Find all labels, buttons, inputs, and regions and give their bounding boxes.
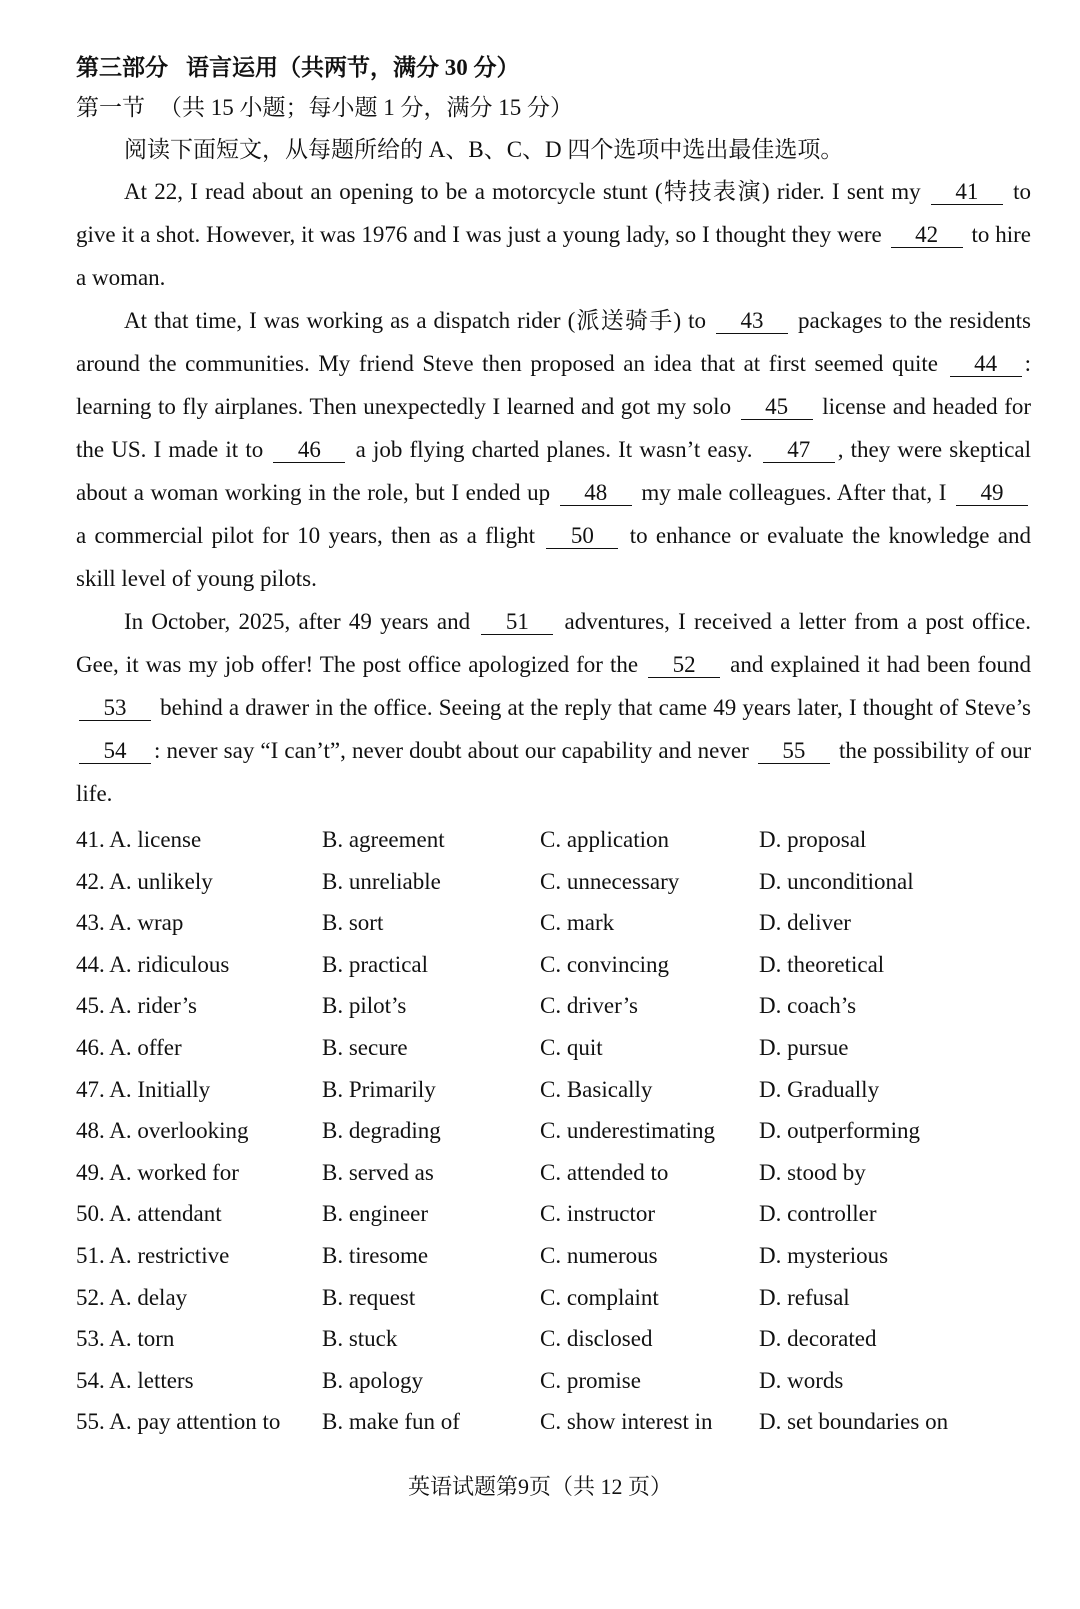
question-row-44 — [76, 944, 1031, 986]
option-d: D. proposal — [759, 827, 867, 852]
option-b: B. unreliable — [322, 868, 441, 894]
option-a — [76, 1401, 322, 1443]
blank-41: 41 — [931, 180, 1003, 205]
blank-54: 54 — [79, 739, 151, 764]
option-a-text: A. unlikely — [109, 868, 213, 894]
blank-46: 46 — [273, 438, 345, 463]
question-row-45 — [76, 985, 1031, 1027]
option-d: D. decorated — [759, 1326, 877, 1352]
option-a-text: A. letters — [109, 1367, 194, 1393]
option-a-text: A. restrictive — [109, 1242, 230, 1268]
option-d: D. unconditional — [759, 868, 914, 894]
option-b: B. Primarily — [322, 1076, 436, 1102]
option-c: C. complaint — [540, 1284, 659, 1310]
passage-text: In October, 2025, after 49 years and — [124, 609, 471, 634]
question-number: 43. — [76, 910, 105, 936]
question-number: 46. — [76, 1034, 105, 1060]
option-a — [76, 1027, 322, 1069]
option-a — [76, 944, 322, 986]
option-d: D. pursue — [759, 1034, 849, 1060]
option-c: C. convincing — [540, 951, 670, 977]
blank-49: 49 — [956, 481, 1028, 506]
question-number: 47. — [76, 1076, 105, 1102]
option-d: D. outperforming — [759, 1118, 920, 1144]
question-number: 44. — [76, 951, 105, 977]
passage-text: : never say “I can’t”, never doubt about our capability and never — [154, 738, 749, 763]
option-b: B. tiresome — [322, 1242, 429, 1268]
option-a — [76, 1152, 322, 1194]
cloze-passage — [76, 170, 1031, 815]
question-row-55 — [76, 1401, 1031, 1443]
option-c: C. driver’s — [540, 993, 638, 1019]
option-a — [76, 1277, 322, 1319]
question-row-42 — [76, 861, 1031, 903]
question-row-54 — [76, 1360, 1031, 1402]
question-row-51 — [76, 1235, 1031, 1277]
blank-51: 51 — [481, 610, 553, 635]
question-number: 42. — [76, 868, 105, 894]
option-a — [76, 861, 322, 903]
option-d: D. coach’s — [759, 993, 857, 1019]
option-a — [76, 819, 322, 861]
option-a — [76, 1235, 322, 1277]
option-d: D. words — [759, 1367, 844, 1393]
option-c: C. Basically — [540, 1076, 653, 1102]
sub-title-part: 第一节 — [76, 95, 145, 120]
question-number: 41. — [76, 827, 105, 852]
option-a-text: A. offer — [109, 1034, 182, 1060]
question-row-50 — [76, 1193, 1031, 1235]
option-b: B. practical — [322, 951, 429, 977]
option-a — [76, 1110, 322, 1152]
option-a — [76, 1069, 322, 1111]
option-b: B. stuck — [322, 1326, 398, 1352]
blank-52: 52 — [648, 653, 720, 678]
option-a-text: A. Initially — [109, 1076, 211, 1102]
question-row-52 — [76, 1277, 1031, 1319]
option-a-text: A. rider’s — [109, 993, 197, 1019]
blank-53: 53 — [79, 696, 151, 721]
blank-50: 50 — [546, 524, 618, 549]
blank-44: 44 — [950, 352, 1022, 377]
option-c: C. numerous — [540, 1242, 658, 1268]
option-c: C. attended to — [540, 1159, 669, 1185]
blank-45: 45 — [741, 395, 813, 420]
option-a-text: A. torn — [109, 1326, 175, 1352]
question-row-48 — [76, 1110, 1031, 1152]
option-a-text: A. wrap — [109, 910, 184, 936]
passage-text: to give it a shot. However, it was 1976 and I was just a young lady, so I thought they were — [76, 179, 1032, 247]
sub-section-title — [76, 86, 1031, 130]
option-a-text: A. license — [109, 827, 202, 852]
option-d: D. set boundaries on — [759, 1409, 949, 1435]
option-c: C. promise — [540, 1367, 641, 1393]
option-a-text: A. overlooking — [109, 1118, 249, 1144]
passage-text: packages to the residents around the communities. My friend Steve then proposed an idea that at first seemed quite — [76, 308, 1032, 376]
option-d: D. theoretical — [759, 951, 885, 977]
passage-paragraph-3 — [76, 600, 1031, 815]
passage-text: , they were skeptical about a woman working in the role, but I ended up — [76, 437, 1032, 505]
option-a — [76, 1318, 322, 1360]
option-b: B. apology — [322, 1367, 423, 1393]
option-c: C. underestimating — [540, 1118, 716, 1144]
section-title-part: 第三部分 — [76, 55, 168, 80]
question-number: 48. — [76, 1118, 105, 1144]
option-d: D. refusal — [759, 1284, 850, 1310]
instruction: 阅读下面短文，从每题所给的 A、B、C、D 四个选项中选出最佳选项。 — [124, 137, 844, 162]
option-a — [76, 1193, 322, 1235]
question-row-46 — [76, 1027, 1031, 1069]
question-number: 49. — [76, 1159, 105, 1185]
option-c: C. quit — [540, 1034, 603, 1060]
question-number: 53. — [76, 1326, 105, 1352]
blank-42: 42 — [891, 223, 963, 248]
option-a-text: A. pay attention to — [109, 1409, 281, 1435]
option-d: D. deliver — [759, 910, 851, 936]
option-b: B. degrading — [322, 1118, 441, 1144]
exam-page — [76, 50, 1031, 1443]
section-title — [76, 50, 1031, 86]
question-row-43 — [76, 902, 1031, 944]
option-b: B. sort — [322, 910, 384, 936]
passage-text: : learning to fly airplanes. Then unexpectedly I learned and got my solo — [76, 351, 1031, 419]
option-b: B. served as — [322, 1159, 434, 1185]
question-row-41 — [76, 819, 1031, 861]
option-b: B. secure — [322, 1034, 408, 1060]
option-a — [76, 902, 322, 944]
option-a-text: A. delay — [109, 1284, 188, 1310]
passage-text: adventures, I received a letter from a post office. Gee, it was my job offer! The post office apologized for the — [76, 609, 1031, 677]
option-c: C. mark — [540, 910, 615, 936]
option-c: C. show interest in — [540, 1409, 713, 1435]
passage-text: a job flying charted planes. It wasn’t easy. — [355, 437, 753, 462]
question-number: 51. — [76, 1242, 105, 1268]
option-a — [76, 985, 322, 1027]
blank-47: 47 — [763, 438, 835, 463]
passage-text: the possibility of our life. — [76, 738, 1032, 806]
question-number: 54. — [76, 1367, 105, 1393]
passage-text: to hire a woman. — [76, 222, 1031, 290]
option-b: B. request — [322, 1284, 416, 1310]
option-b: B. engineer — [322, 1201, 429, 1227]
option-a-text: A. worked for — [109, 1159, 239, 1185]
question-number: 50. — [76, 1201, 105, 1227]
option-a-text: A. attendant — [109, 1201, 222, 1227]
option-c: C. unnecessary — [540, 868, 680, 894]
question-number: 55. — [76, 1409, 105, 1435]
option-b: B. agreement — [322, 827, 445, 852]
option-c: C. application — [540, 827, 670, 852]
sub-title-rest: （共 15 小题；每小题 1 分，满分 15 分） — [159, 95, 573, 120]
question-options — [76, 819, 1031, 1443]
passage-text: license and headed for the US. I made it to — [76, 394, 1032, 462]
passage-paragraph-1 — [76, 170, 1031, 299]
blank-43: 43 — [716, 309, 788, 334]
question-number: 45. — [76, 993, 105, 1019]
option-a-text: A. ridiculous — [109, 951, 230, 977]
section-title-rest: 语言运用（共两节，满分 30 分） — [186, 55, 520, 80]
passage-text: behind a drawer in the office. Seeing at the reply that came 49 years later, I thought of Steve’s — [160, 695, 1031, 720]
option-c: C. disclosed — [540, 1326, 653, 1352]
option-c: C. instructor — [540, 1201, 655, 1227]
question-row-53 — [76, 1318, 1031, 1360]
blank-55: 55 — [758, 739, 830, 764]
option-a — [76, 1360, 322, 1402]
passage-text: to enhance or evaluate the knowledge and skill level of young pilots. — [76, 523, 1032, 591]
question-number: 52. — [76, 1284, 105, 1310]
passage-text: a commercial pilot for 10 years, then as a flight — [76, 523, 535, 548]
passage-text: my male colleagues. After that, I — [641, 480, 947, 505]
option-d: D. Gradually — [759, 1076, 880, 1102]
option-d: D. stood by — [759, 1159, 866, 1185]
page-footer: 英语试题第9页（共 12 页） — [407, 1474, 672, 1499]
passage-paragraph-2 — [76, 299, 1031, 600]
question-row-49 — [76, 1152, 1031, 1194]
option-d: D. controller — [759, 1201, 877, 1227]
option-b: B. pilot’s — [322, 993, 407, 1019]
question-row-47 — [76, 1069, 1031, 1111]
passage-text: and explained it had been found — [730, 652, 1031, 677]
option-b: B. make fun of — [322, 1409, 460, 1435]
blank-48: 48 — [560, 481, 632, 506]
passage-text: At that time, I was working as a dispatch rider (派送骑手) to — [124, 308, 706, 333]
option-d: D. mysterious — [759, 1242, 889, 1268]
passage-text: At 22, I read about an opening to be a motorcycle stunt (特技表演) rider. I sent my — [124, 179, 921, 204]
